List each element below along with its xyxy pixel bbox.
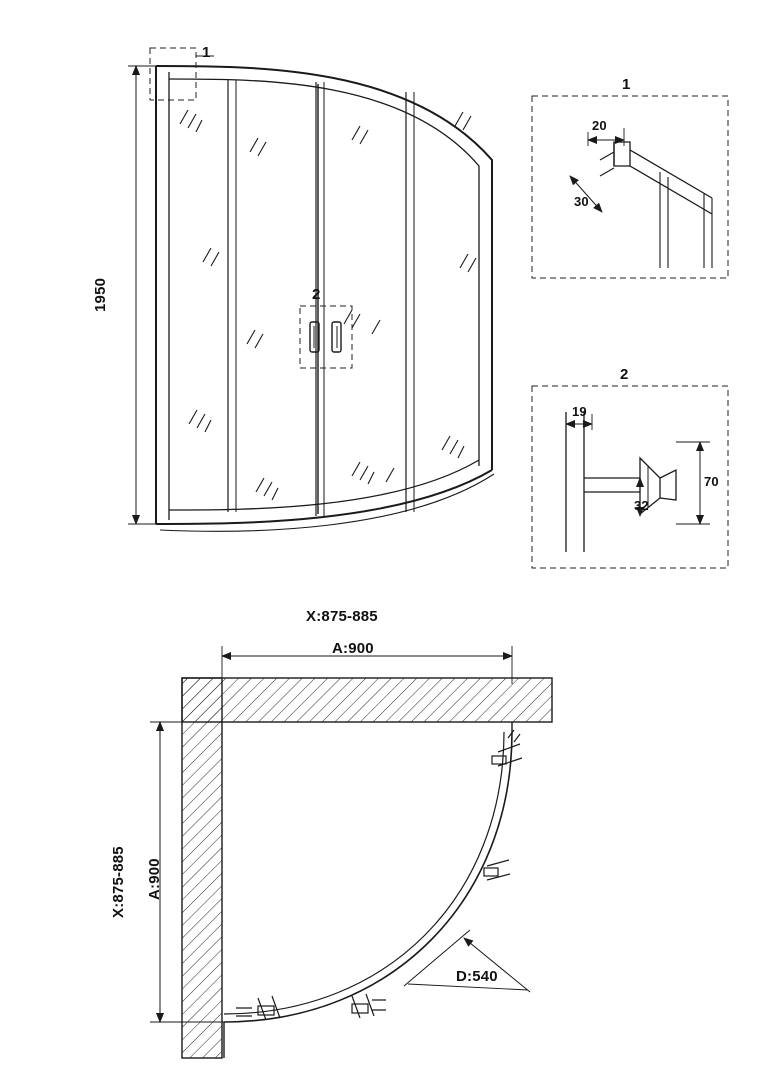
detail-2-title: 2 xyxy=(620,366,629,383)
front-height-dimension: 1950 xyxy=(92,277,109,312)
plan-side-x-dimension: X:875-885 xyxy=(110,846,127,918)
plan-top-a-dimension: A:900 xyxy=(332,640,374,657)
callout-1-label: 1 xyxy=(202,44,211,61)
detail-2-dim-32: 32 xyxy=(634,498,649,513)
plan-side-a-dimension: A:900 xyxy=(146,858,163,900)
detail-1-dim-20: 20 xyxy=(592,118,607,133)
callout-2-label: 2 xyxy=(312,286,321,303)
detail-2-dim-70: 70 xyxy=(704,474,719,489)
detail-2-view xyxy=(532,386,728,568)
front-elevation-view xyxy=(128,48,494,531)
plan-top-x-dimension: X:875-885 xyxy=(306,608,378,625)
detail-1-dim-30: 30 xyxy=(574,194,589,209)
detail-2-dim-19: 19 xyxy=(572,404,587,419)
detail-1-title: 1 xyxy=(622,76,631,93)
plan-radius-dimension: D:540 xyxy=(456,968,498,985)
plan-view xyxy=(150,646,552,1058)
detail-1-view xyxy=(532,96,728,278)
